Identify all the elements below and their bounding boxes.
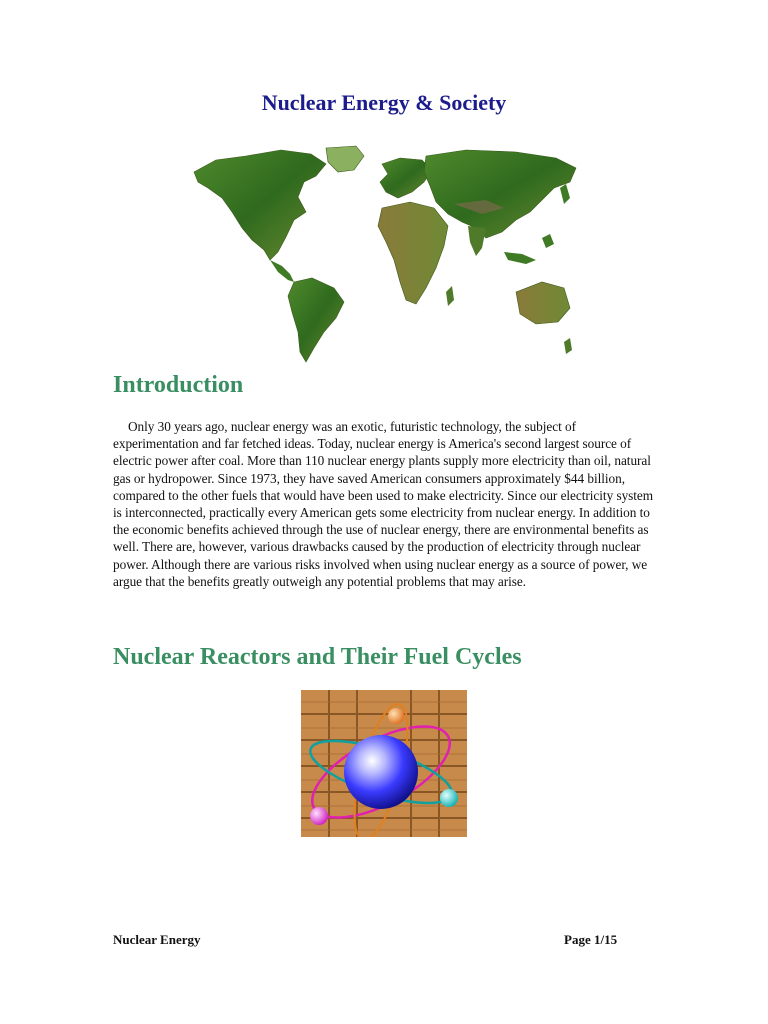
- section-heading-introduction: Introduction: [113, 372, 244, 398]
- footer-page-number: Page 1/15: [564, 932, 618, 947]
- atom-icon: [301, 690, 467, 837]
- page-title: Nuclear Energy & Society: [261, 90, 507, 115]
- section-heading-nuclear-reactors: Nuclear Reactors and Their Fuel Cycles: [113, 644, 522, 670]
- world-map-icon: [186, 142, 582, 368]
- introduction-paragraph: Only 30 years ago, nuclear energy was an exotic, futuristic technology, the subject of experimentation and far fetched ideas. Today, nuclear energy is America's second largest source of electric power after coal. More than 110 nuclear energy plants supply more electricity than oil, natural gas or hydropower. Since 1973, they have saved American consumers approximately $44 billion, compared to the other fuels that would have been used to make electricity. Since our electricity system is interconnected, practically every American gets some electricity from nuclear energy. In addition to the economic benefits achieved through the use of nuclear energy, there are environmental benefits as well. There are, however, various drawbacks caused by the production of electricity through nuclear power. Although there are various risks involved when using nuclear energy as a source of power, we argue that the benefits greatly outweigh any potential problems that may arise.: [113, 419, 654, 589]
- footer-document-name: Nuclear Energy: [113, 932, 201, 947]
